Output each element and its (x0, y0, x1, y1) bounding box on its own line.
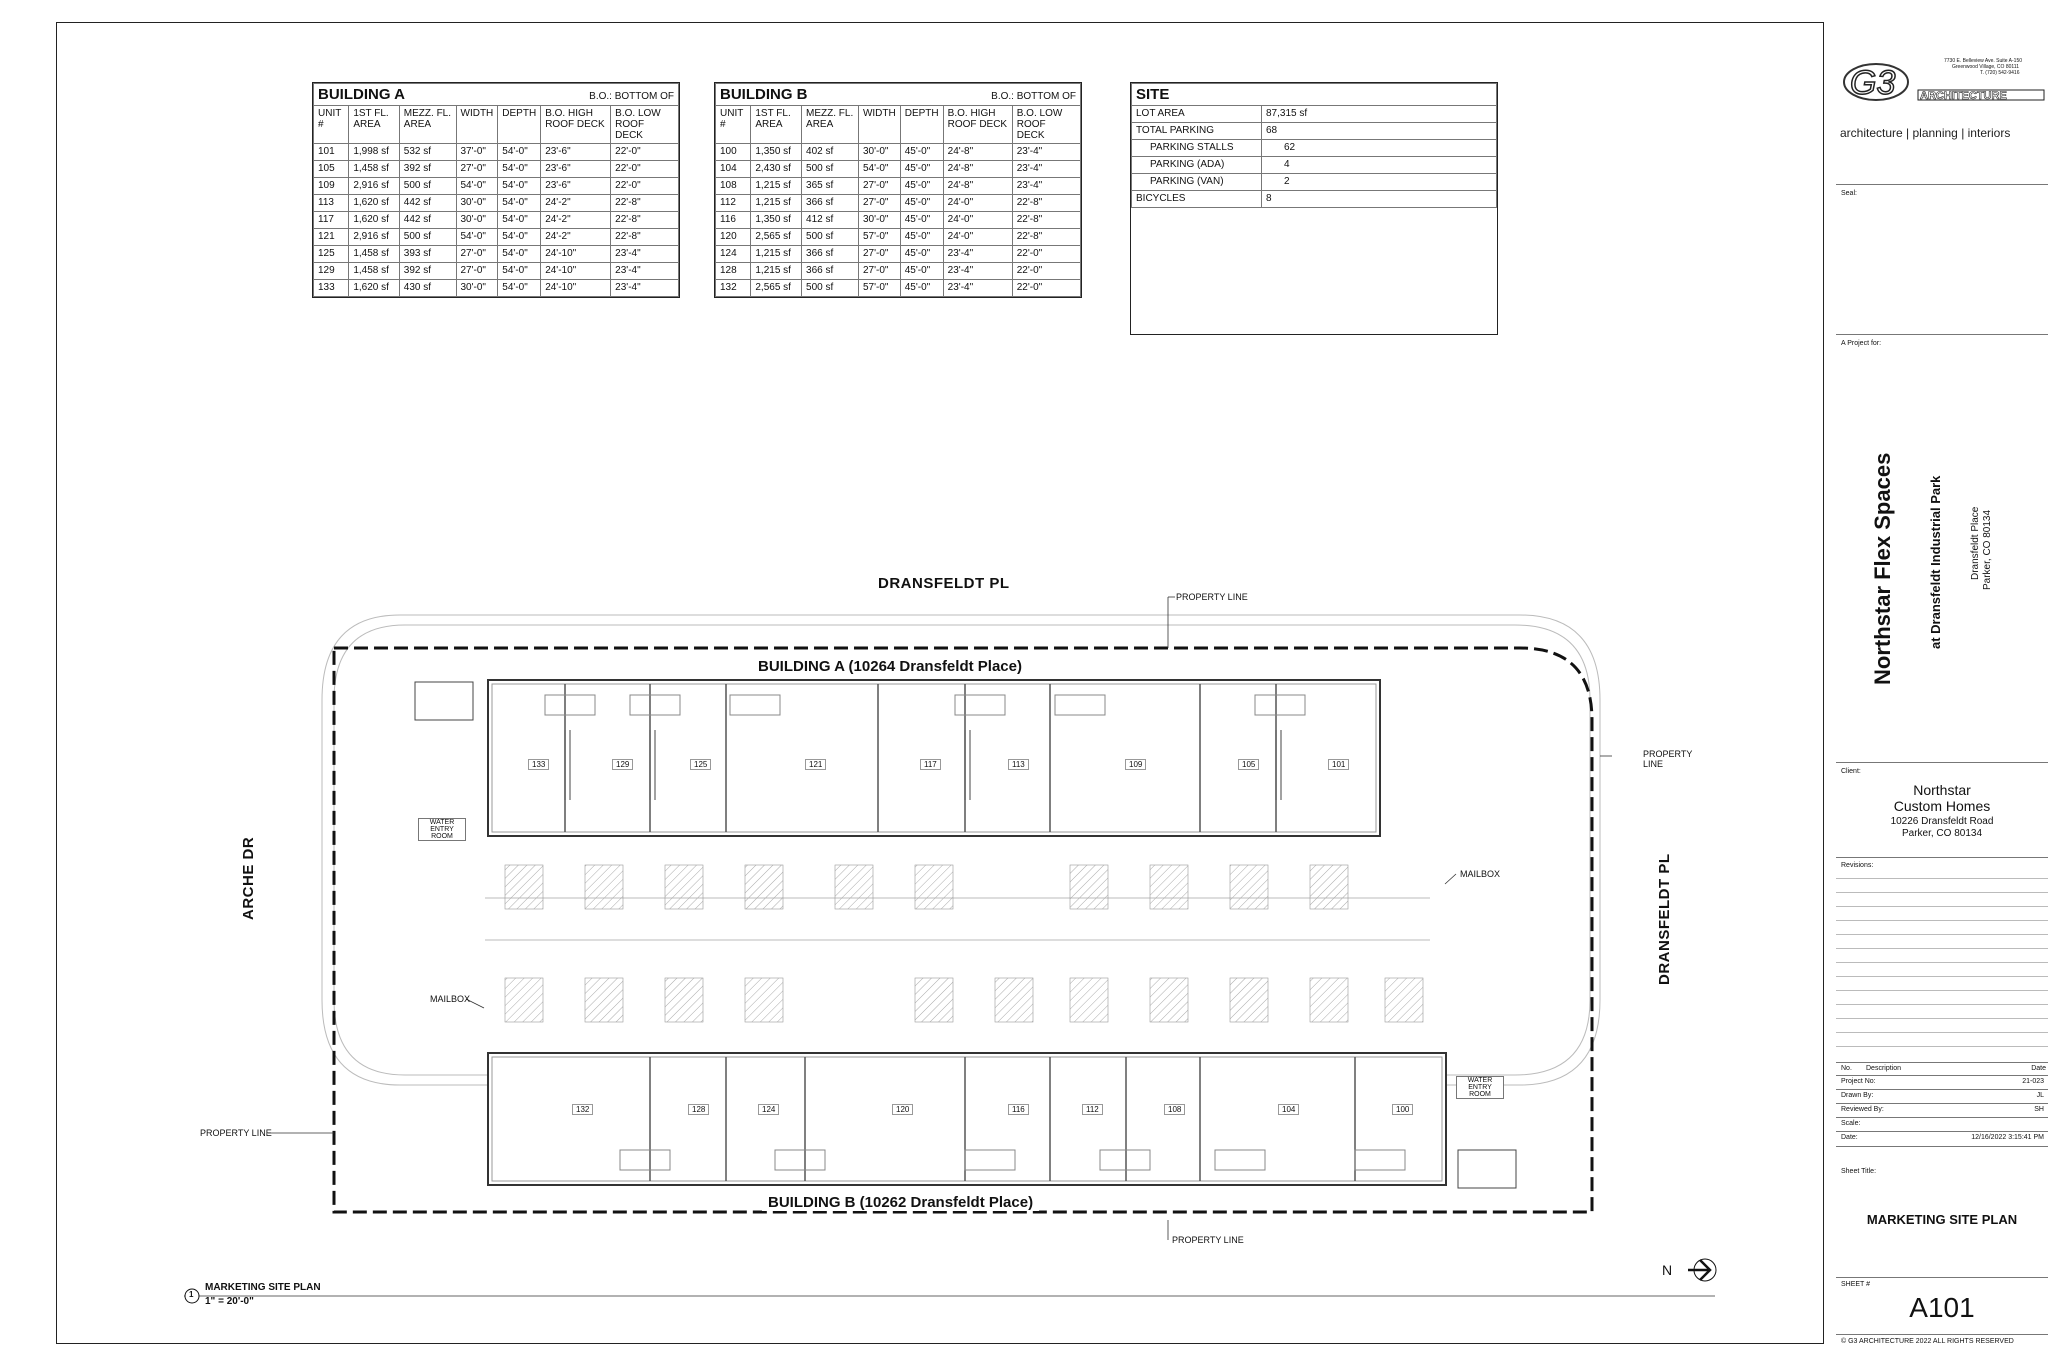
table-cell: 128 (716, 263, 751, 280)
table-cell: 23'-4" (611, 280, 679, 297)
column-header: MEZZ. FL. AREA (802, 106, 859, 144)
table-cell: 1,620 sf (349, 195, 399, 212)
table-cell: 24'-10" (541, 263, 611, 280)
building-a-schedule-title: BUILDING A (318, 86, 405, 103)
table-cell: 24'-10" (541, 246, 611, 263)
table-cell: 442 sf (399, 195, 456, 212)
sheet-title: MARKETING SITE PLAN (1866, 1212, 2018, 1227)
unit-label: 117 (920, 759, 941, 770)
table-cell: 430 sf (399, 280, 456, 297)
drawing-scale: 1" = 20'-0" (205, 1296, 254, 1307)
table-cell: 22'-0" (611, 178, 679, 195)
trash-enclosure (1458, 1150, 1516, 1188)
revision-line (1836, 1018, 2048, 1019)
table-cell: 27'-0" (858, 263, 900, 280)
water-entry-label: WATER ENTRY ROOM (1456, 1076, 1504, 1099)
table-cell: 54'-0" (498, 229, 541, 246)
client-address-2: Parker, CO 80134 (1901, 828, 1983, 839)
table-cell: 23'-4" (943, 280, 1012, 297)
unit-label: 132 (572, 1104, 593, 1115)
table-cell: 500 sf (802, 229, 859, 246)
firm-phone: T. (720) 542-9416 (1980, 70, 2020, 76)
date: 12/16/2022 3:15:41 PM (1971, 1134, 2044, 1141)
column-header: WIDTH (858, 106, 900, 144)
unit-label: 100 (1392, 1104, 1413, 1115)
revision-line (1836, 1032, 2048, 1033)
table-cell: 24'-8" (943, 161, 1012, 178)
scale-label: Scale: (1841, 1120, 1861, 1127)
column-header: MEZZ. FL. AREA (399, 106, 456, 144)
table-cell: 108 (716, 178, 751, 195)
table-cell: 68 (1262, 123, 1497, 140)
unit-label: 109 (1125, 759, 1146, 770)
firm-tagline: architecture | planning | interiors (1840, 126, 2011, 140)
seal-label: Seal: (1841, 190, 1857, 197)
table-cell: 27'-0" (456, 246, 498, 263)
table-cell: 54'-0" (498, 280, 541, 297)
table-cell: 22'-8" (1012, 195, 1080, 212)
table-cell: 54'-0" (858, 161, 900, 178)
table-cell: 392 sf (399, 263, 456, 280)
drawn-by-label: Drawn By: (1841, 1092, 1874, 1099)
trash-enclosure (415, 682, 473, 720)
table-cell: 23'-4" (611, 246, 679, 263)
table-cell: LOT AREA (1132, 106, 1262, 123)
revision-line (1836, 906, 2048, 907)
table-cell: 500 sf (399, 178, 456, 195)
property-line-label: PROPERTY LINE (200, 1128, 272, 1138)
table-cell: 2,430 sf (751, 161, 802, 178)
table-cell: 1,215 sf (751, 246, 802, 263)
table-cell: 1,620 sf (349, 212, 399, 229)
table-cell: 87,315 sf (1262, 106, 1497, 123)
project-for-label: A Project for: (1841, 340, 1882, 347)
sheet-title-label: Sheet Title: (1841, 1168, 1877, 1175)
water-entry-label: WATER ENTRY ROOM (418, 818, 466, 841)
table-cell: 365 sf (802, 178, 859, 195)
table-cell: 24'-8" (943, 178, 1012, 195)
table-cell: 2,565 sf (751, 229, 802, 246)
table-cell: 30'-0" (456, 195, 498, 212)
revision-line (1836, 920, 2048, 921)
table-cell: 27'-0" (858, 195, 900, 212)
table-cell: PARKING (VAN) (1132, 174, 1262, 191)
project-address-2: Parker, CO 80134 (1982, 509, 1993, 590)
revision-line (1836, 948, 2048, 949)
table-cell: 23'-6" (541, 144, 611, 161)
table-cell: 54'-0" (498, 263, 541, 280)
firm-address-2: Greenwood Village, CO 80111 (1952, 64, 2019, 70)
rev-no-header: No. (1841, 1065, 1852, 1072)
date-label: Date: (1841, 1134, 1858, 1141)
table-cell: 105 (314, 161, 349, 178)
table-cell: 24'-2" (541, 195, 611, 212)
unit-label: 104 (1278, 1104, 1299, 1115)
table-cell: 1,620 sf (349, 280, 399, 297)
column-header: DEPTH (498, 106, 541, 144)
table-cell: 1,215 sf (751, 195, 802, 212)
revision-line (1836, 990, 2048, 991)
column-header: B.O. HIGH ROOF DECK (943, 106, 1012, 144)
building-a-schedule-note: B.O.: BOTTOM OF (589, 91, 674, 102)
table-cell: 109 (314, 178, 349, 195)
table-cell: 132 (716, 280, 751, 297)
table-cell: 27'-0" (858, 178, 900, 195)
column-header: B.O. LOW ROOF DECK (1012, 106, 1080, 144)
table-cell: 129 (314, 263, 349, 280)
table-cell: 62 (1262, 140, 1497, 157)
table-cell: 2,565 sf (751, 280, 802, 297)
property-line-label: PROPERTY LINE (1176, 592, 1248, 602)
parking-stripes (505, 865, 1423, 1022)
title-block (1836, 22, 2048, 1344)
drawing-number: 1 (189, 1290, 194, 1299)
table-cell: 112 (716, 195, 751, 212)
unit-label: 125 (690, 759, 711, 770)
table-cell: 23'-4" (1012, 144, 1080, 161)
table-cell: 27'-0" (456, 263, 498, 280)
table-cell: 500 sf (802, 161, 859, 178)
unit-label: 129 (612, 759, 633, 770)
table-cell: 54'-0" (498, 246, 541, 263)
table-cell: 120 (716, 229, 751, 246)
table-cell: 133 (314, 280, 349, 297)
revision-line (1836, 1004, 2048, 1005)
street-label-left: ARCHE DR (240, 836, 257, 920)
table-cell: 45'-0" (900, 161, 943, 178)
copyright: © G3 ARCHITECTURE 2022 ALL RIGHTS RESERVED (1841, 1338, 2014, 1345)
table-cell: 30'-0" (858, 212, 900, 229)
north-arrow-icon (1688, 1259, 1716, 1281)
column-header: UNIT # (716, 106, 751, 144)
reviewed-by-label: Reviewed By: (1841, 1106, 1884, 1113)
project-subtitle: at Dransfeldt Industrial Park (1928, 475, 1943, 649)
table-cell: 402 sf (802, 144, 859, 161)
table-cell: 23'-4" (1012, 161, 1080, 178)
table-cell: 22'-8" (1012, 229, 1080, 246)
column-header: B.O. LOW ROOF DECK (611, 106, 679, 144)
project-address-1: Dransfeldt Place (1970, 506, 1981, 580)
street-label-top: DRANSFELDT PL (878, 575, 1010, 592)
table-cell: 27'-0" (456, 161, 498, 178)
table-cell: 113 (314, 195, 349, 212)
table-cell: 45'-0" (900, 195, 943, 212)
revision-line (1836, 1046, 2048, 1047)
table-cell: PARKING (ADA) (1132, 157, 1262, 174)
table-cell: 45'-0" (900, 246, 943, 263)
revision-line (1836, 934, 2048, 935)
unit-label: 112 (1082, 1104, 1103, 1115)
table-cell: 23'-6" (541, 161, 611, 178)
client-address-1: 10226 Dransfeldt Road (1890, 816, 1994, 827)
table-cell: 1,215 sf (751, 263, 802, 280)
table-cell: 4 (1262, 157, 1497, 174)
table-cell: 500 sf (802, 280, 859, 297)
firm-logo-mark: G3 (1850, 64, 1896, 102)
table-cell: 121 (314, 229, 349, 246)
table-cell: 45'-0" (900, 263, 943, 280)
revision-line (1836, 878, 2048, 879)
table-cell: 22'-0" (1012, 246, 1080, 263)
unit-label: 128 (688, 1104, 709, 1115)
column-header: WIDTH (456, 106, 498, 144)
table-cell: 24'-0" (943, 195, 1012, 212)
rev-desc-header: Description (1866, 1065, 1902, 1072)
table-cell: 45'-0" (900, 280, 943, 297)
unit-label: 113 (1008, 759, 1029, 770)
site-schedule-title: SITE (1136, 86, 1170, 103)
building-b-schedule-note: B.O.: BOTTOM OF (991, 91, 1076, 102)
table-cell: 1,458 sf (349, 246, 399, 263)
table-cell: 8 (1262, 191, 1497, 208)
table-cell: 366 sf (802, 263, 859, 280)
building-b-footprint (488, 1053, 1446, 1185)
north-label: N (1662, 1262, 1673, 1278)
table-cell: 2 (1262, 174, 1497, 191)
table-cell: 54'-0" (456, 178, 498, 195)
table-cell: 37'-0" (456, 144, 498, 161)
table-cell: 1,350 sf (751, 212, 802, 229)
building-a-footprint (488, 680, 1380, 836)
property-line-label: PROPERTY LINE (1172, 1235, 1244, 1245)
table-cell: 393 sf (399, 246, 456, 263)
table-cell: 45'-0" (900, 229, 943, 246)
table-cell: 532 sf (399, 144, 456, 161)
table-cell: 22'-0" (611, 161, 679, 178)
revision-line (1836, 962, 2048, 963)
unit-label: 101 (1328, 759, 1349, 770)
drawn-by: JL (2036, 1092, 2044, 1099)
unit-label: 108 (1164, 1104, 1185, 1115)
table-cell: 57'-0" (858, 229, 900, 246)
table-cell: 100 (716, 144, 751, 161)
table-cell: 23'-4" (1012, 178, 1080, 195)
table-cell: 24'-2" (541, 229, 611, 246)
table-cell: 54'-0" (498, 178, 541, 195)
table-cell: 500 sf (399, 229, 456, 246)
table-cell: 22'-0" (611, 144, 679, 161)
unit-label: 124 (758, 1104, 779, 1115)
drawing-title: MARKETING SITE PLAN (205, 1282, 321, 1293)
table-cell: 24'-2" (541, 212, 611, 229)
table-cell: 412 sf (802, 212, 859, 229)
table-cell: BICYCLES (1132, 191, 1262, 208)
table-cell: 22'-8" (611, 212, 679, 229)
unit-label: 133 (528, 759, 549, 770)
client-label: Client: (1841, 768, 1861, 775)
table-cell: 23'-4" (943, 263, 1012, 280)
sheet-number: A101 (1909, 1292, 1975, 1323)
street-label-right: DRANSFELDT PL (1656, 853, 1673, 985)
table-cell: 23'-4" (943, 246, 1012, 263)
unit-label: 120 (892, 1104, 913, 1115)
table-cell: 54'-0" (456, 229, 498, 246)
table-cell: 124 (716, 246, 751, 263)
table-cell: 2,916 sf (349, 178, 399, 195)
table-cell: 101 (314, 144, 349, 161)
table-cell: 30'-0" (456, 212, 498, 229)
table-cell: 116 (716, 212, 751, 229)
building-b-schedule-title: BUILDING B (720, 86, 808, 103)
reviewed-by: SH (2034, 1106, 2044, 1113)
revision-line (1836, 892, 2048, 893)
firm-address-1: 7730 E. Belleview Ave. Suite A-150 (1944, 58, 2023, 64)
table-cell: 22'-0" (1012, 280, 1080, 297)
table-cell: 54'-0" (498, 144, 541, 161)
table-cell: 57'-0" (858, 280, 900, 297)
column-header: UNIT # (314, 106, 349, 144)
table-cell: 54'-0" (498, 212, 541, 229)
table-cell: 442 sf (399, 212, 456, 229)
table-cell: 45'-0" (900, 212, 943, 229)
property-line-label: PROPERTY LINE (1643, 749, 1693, 769)
table-cell: 22'-0" (1012, 263, 1080, 280)
rev-date-header: Date (2031, 1065, 2046, 1072)
column-header: 1ST FL. AREA (349, 106, 399, 144)
unit-label: 105 (1238, 759, 1259, 770)
building-a-title: BUILDING A (10264 Dransfeldt Place) (752, 658, 1028, 675)
building-b-title: BUILDING B (10262 Dransfeldt Place) (762, 1194, 1039, 1211)
table-cell: 45'-0" (900, 178, 943, 195)
unit-label: 121 (805, 759, 826, 770)
client-name-2: Custom Homes (1893, 798, 1991, 814)
mailbox-label: MAILBOX (1460, 869, 1501, 879)
sheet-no-label: SHEET # (1841, 1281, 1871, 1288)
table-cell: 30'-0" (858, 144, 900, 161)
table-cell: 392 sf (399, 161, 456, 178)
table-cell: 54'-0" (498, 195, 541, 212)
firm-logo-word: ARCHITECTURE (1920, 90, 2007, 102)
table-cell: 117 (314, 212, 349, 229)
table-cell: 24'-10" (541, 280, 611, 297)
table-cell: 54'-0" (498, 161, 541, 178)
table-cell: 1,998 sf (349, 144, 399, 161)
project-no: 21-023 (2022, 1078, 2044, 1085)
table-cell: 24'-0" (943, 212, 1012, 229)
table-cell: TOTAL PARKING (1132, 123, 1262, 140)
client-name-1: Northstar (1913, 782, 1971, 798)
table-cell: 23'-4" (611, 263, 679, 280)
revision-line (1836, 976, 2048, 977)
table-cell: 22'-8" (1012, 212, 1080, 229)
mailbox-label: MAILBOX (430, 994, 471, 1004)
project-name: Northstar Flex Spaces (1870, 452, 1895, 685)
project-no-label: Project No: (1841, 1078, 1876, 1085)
table-cell: 27'-0" (858, 246, 900, 263)
table-cell: 366 sf (802, 195, 859, 212)
table-cell: 22'-8" (611, 229, 679, 246)
table-cell: 104 (716, 161, 751, 178)
table-cell: 1,215 sf (751, 178, 802, 195)
table-cell: 366 sf (802, 246, 859, 263)
table-cell: 30'-0" (456, 280, 498, 297)
table-cell: 1,458 sf (349, 263, 399, 280)
table-cell: 22'-8" (611, 195, 679, 212)
column-header: 1ST FL. AREA (751, 106, 802, 144)
table-cell: 2,916 sf (349, 229, 399, 246)
unit-label: 116 (1008, 1104, 1029, 1115)
table-cell: 24'-0" (943, 229, 1012, 246)
revisions-label: Revisions: (1841, 862, 1874, 869)
table-cell: 125 (314, 246, 349, 263)
table-cell: 24'-8" (943, 144, 1012, 161)
table-cell: 45'-0" (900, 144, 943, 161)
table-cell: 1,458 sf (349, 161, 399, 178)
column-header: B.O. HIGH ROOF DECK (541, 106, 611, 144)
table-cell: 23'-6" (541, 178, 611, 195)
column-header: DEPTH (900, 106, 943, 144)
table-cell: 1,350 sf (751, 144, 802, 161)
table-cell: PARKING STALLS (1132, 140, 1262, 157)
